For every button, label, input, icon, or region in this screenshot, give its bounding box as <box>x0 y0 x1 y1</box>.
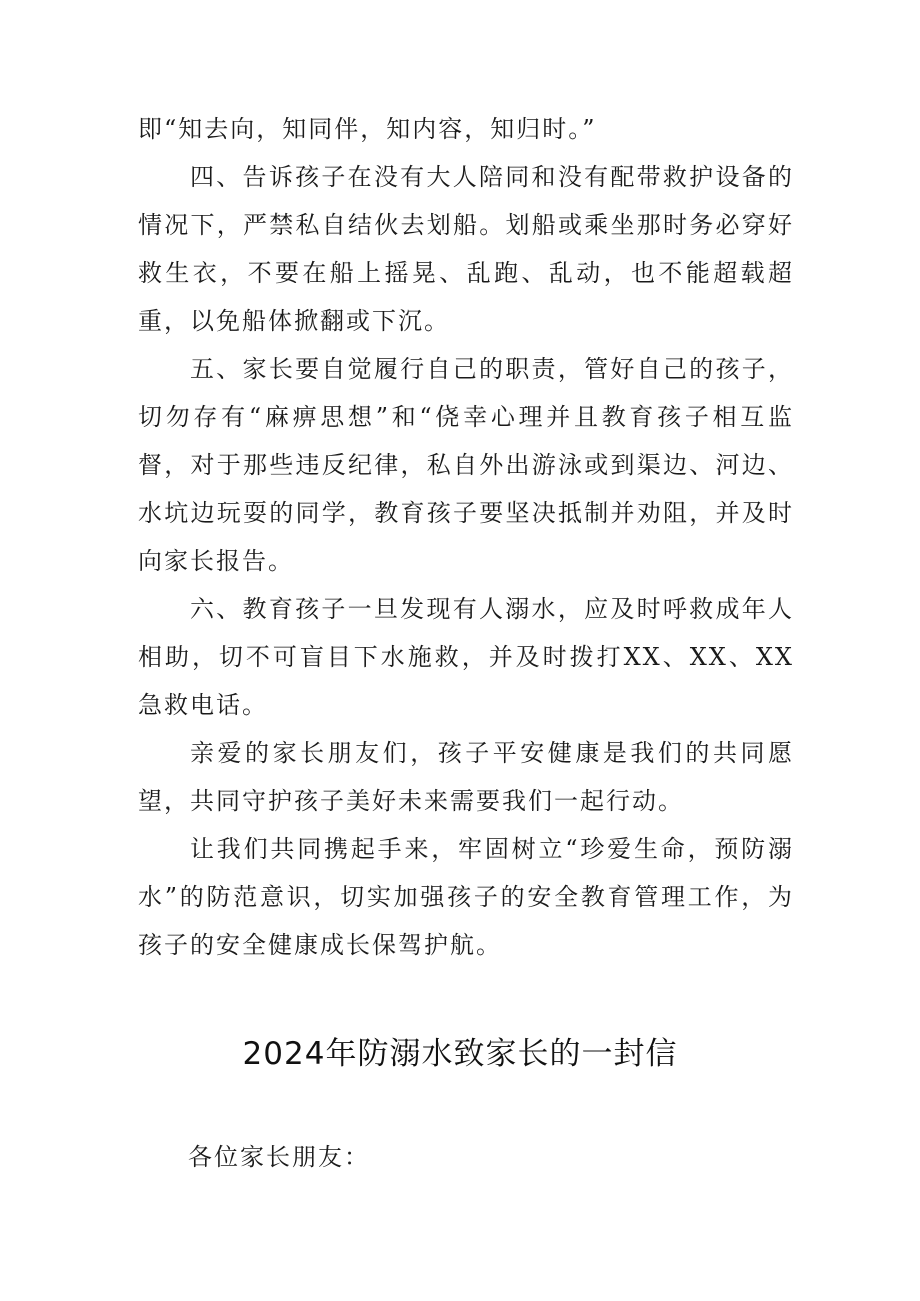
paragraph-item-six: 六、教育孩子一旦发现有人溺水，应及时呼救成年人相助，切不可盲目下水施救，并及时拨打XX、XX、XX急救电话。 <box>138 595 794 719</box>
letter-body <box>138 105 794 969</box>
paragraph-item-four: 四、告诉孩子在没有大人陪同和没有配带救护设备的情况下，严禁私自结伙去划船。划船或乘坐那时务必穿好救生衣，不要在船上摇晃、乱跑、乱动，也不能超载超重，以免船体掀翻或下沉。 <box>138 163 794 335</box>
letter-title: 2024年防溺水致家长的一封信 <box>242 1036 678 1072</box>
paragraph-closing-appeal: 亲爱的家长朋友们，孩子平安健康是我们的共同愿望，共同守护孩子美好未来需要我们一起行动。 <box>138 739 794 815</box>
paragraph-item-five: 五、家长要自觉履行自己的职责，管好自己的孩子，切勿存有“麻痹思想”和“侥幸心理并且教育孩子相互监督，对于那些违反纪律，私自外出游泳或到渠边、河边、水坑边玩耍的同学，教育孩子要坚决抵制并劝阻，并及时向家长报告。 <box>138 355 794 575</box>
paragraph-continuation: 即“知去向，知同伴，知内容，知归时。” <box>138 115 597 143</box>
paragraph-closing-call: 让我们共同携起手来，牢固树立“珍爱生命，预防溺水”的防范意识，切实加强孩子的安全教育管理工作，为孩子的安全健康成长保驾护航。 <box>138 835 794 959</box>
letter-salutation: 各位家长朋友： <box>188 1143 370 1171</box>
